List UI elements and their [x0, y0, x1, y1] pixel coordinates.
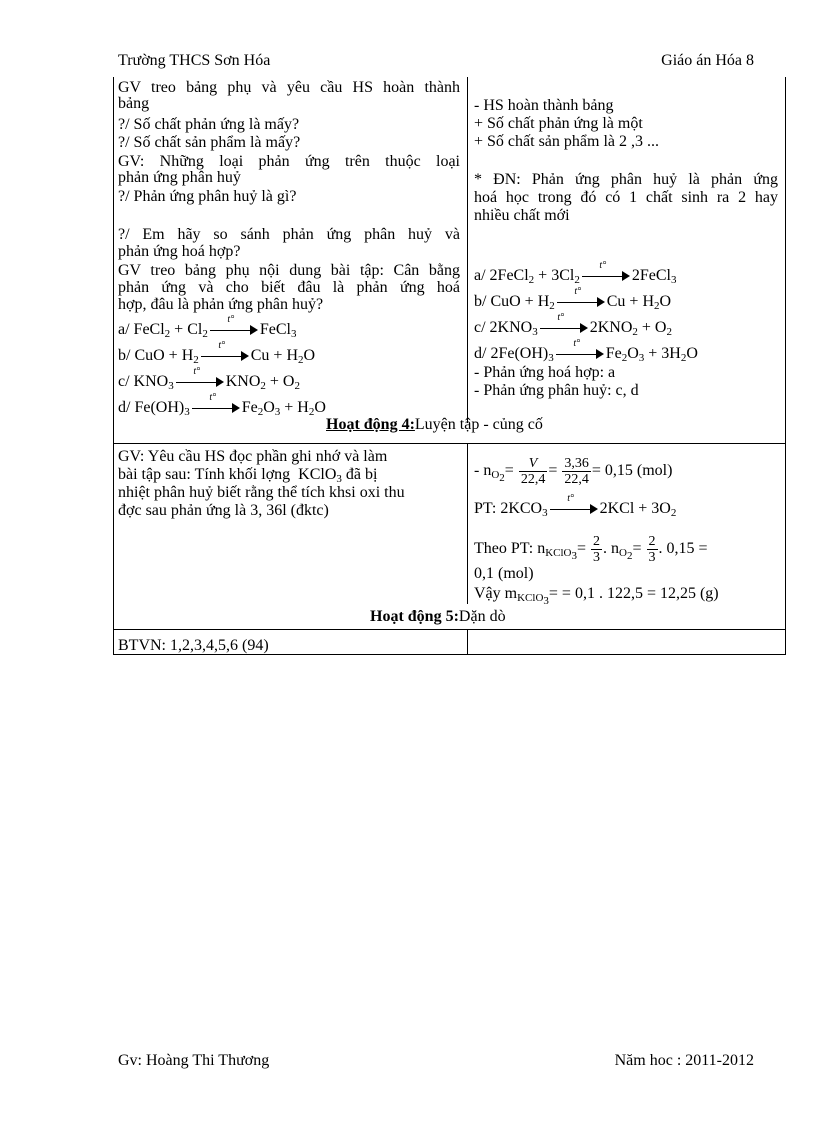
left-line: ?/ Số chất sản phẩm là mấy? [118, 134, 301, 151]
left-line: GV: Yêu cầu HS đọc phần ghi nhớ và làm [118, 448, 388, 465]
reaction-b-left: b/ CuO + $H_2$ t° $Cu + H_2O$ [118, 340, 316, 366]
reaction-arrow: t° [176, 376, 224, 388]
right-line: - Phản ứng hoá hợp: a [474, 364, 616, 381]
reaction-arrow: t° [582, 270, 630, 282]
header-subject: Giáo án Hóa 8 [661, 52, 754, 69]
left-line: phản ứng hoá hợp? [118, 243, 241, 260]
calc-moles: - $n_{O_2}=$ $\frac{V}{22,4}$ = $\frac{3,36}{22,4}$ = 0,15 (mol) [474, 456, 673, 487]
column-divider [467, 444, 468, 604]
left-line: hợp, đâu là phản ứng phân huỷ? [118, 296, 324, 313]
reaction-d-right: d/ $2Fe(OH)_3$ t° $Fe_2O_3 + 3H_2O$ [474, 338, 698, 364]
right-line: + Số chất sản phẩm là 2 ,3 ... [474, 133, 659, 150]
row-divider [113, 443, 786, 444]
calc-ratio: Theo PT: $n_{KClO_3}=$ $\frac{2}{3}$ . $n_{O_2}=$ $\frac{2}{3}$ . 0,15 = [474, 534, 708, 565]
left-line: ?/ Phản ứng phân huỷ là gì? [118, 188, 297, 205]
section-heading-5: Hoạt động 5:Dặn dò [370, 608, 506, 625]
left-line: phản ứng phân huỷ [118, 169, 241, 186]
reaction-a-right: a/ 2FeCl$_2$ + $3Cl_2$ t° 2FeCl$_3$ [474, 260, 677, 286]
left-line: ?/ Em hãy so sánh phản ứng phân huỷ và [118, 226, 460, 243]
section-heading-4: Hoạt động 4:Luyện tập - củng cố [326, 416, 543, 433]
calc-result: 0,1 (mol) [474, 565, 534, 582]
reaction-a-left: a/ FeCl$_2$ + $Cl_2$ t° FeCl$_3$ [118, 314, 297, 340]
right-line: + Số chất phản ứng là một [474, 115, 643, 132]
calc-mass: Vậy $m_{KClO_3}= = 0,1$ . 122,5 = 12,25 (g) [474, 585, 719, 607]
left-line: GV: Những loại phản ứng trên thuộc loại [118, 153, 460, 170]
reaction-arrow: t° [550, 503, 598, 515]
left-line: đợc sau phản ứng là 3, 36l (đktc) [118, 502, 329, 519]
reaction-arrow: t° [201, 350, 249, 362]
reaction-arrow: t° [556, 348, 604, 360]
reaction-c-right: c/ $2KNO_3$ t° $2KNO_2 + O_2$ [474, 312, 672, 338]
reaction-arrow: t° [192, 402, 240, 414]
reaction-arrow: t° [210, 324, 258, 336]
footer-teacher: Gv: Hoàng Thi Thương [118, 1052, 270, 1069]
right-line: - HS hoàn thành bảng [474, 97, 614, 114]
left-line: phản ứng và cho biết đâu là phản ứng hoá [118, 279, 460, 296]
left-line: GV treo bảng phụ và yêu cầu HS hoàn thành [118, 79, 460, 96]
left-line: GV treo bảng phụ nội dung bài tập: Cân bằng [118, 262, 460, 279]
reaction-arrow: t° [557, 296, 605, 308]
homework: BTVN: 1,2,3,4,5,6 (94) [118, 637, 269, 654]
definition: * ĐN: Phản ứng phân huỷ là phản ứng [474, 171, 778, 188]
reaction-c-left: c/ $KNO_3$ t° $KNO_2 + O_2$ [118, 366, 300, 392]
definition: nhiều chất mới [474, 207, 570, 224]
header-school: Trường THCS Sơn Hóa [118, 52, 271, 69]
left-line: bảng [118, 95, 150, 112]
column-divider [467, 630, 468, 655]
left-line: nhiệt phân huỷ biết rằng thể tích khsi oxi thu [118, 484, 405, 501]
reaction-b-right: b/ CuO + $H_2$ t° $Cu + H_2O$ [474, 286, 672, 312]
left-line: ?/ Số chất phản ứng là mấy? [118, 116, 300, 133]
left-line: bài tập sau: Tính khối lợng KClO$_3$ đã bị [118, 466, 378, 485]
reaction-d-left: d/ $Fe(OH)_3$ t° $Fe_2O_3 + H_2O$ [118, 392, 326, 418]
calc-equation: PT: $2KCO_3$ t° $2KCl + 3O_2$ [474, 493, 677, 519]
reaction-arrow: t° [540, 322, 588, 334]
row-divider [113, 629, 786, 630]
right-line: - Phản ứng phân huỷ: c, d [474, 382, 639, 399]
definition: hoá học trong đó có 1 chất sinh ra 2 hay [474, 189, 778, 206]
column-divider [467, 77, 468, 423]
footer-year: Năm hoc : 2011-2012 [614, 1052, 754, 1069]
